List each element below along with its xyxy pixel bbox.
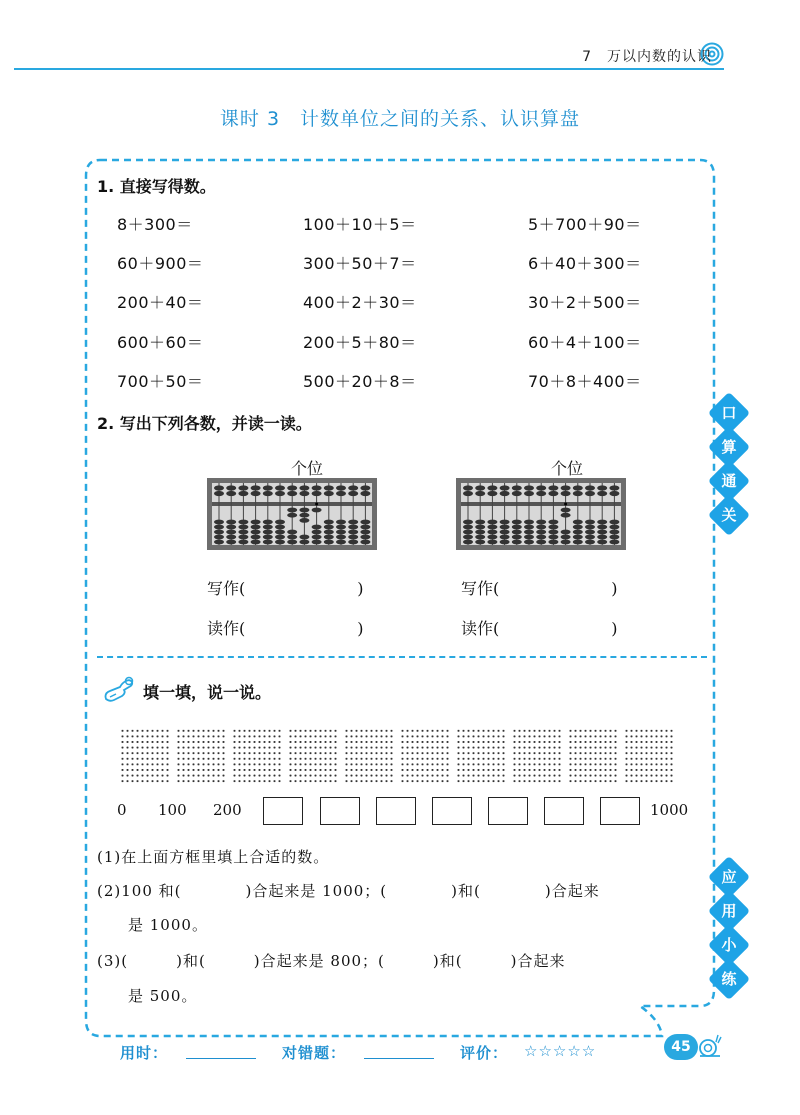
q1-expression: 200＋5＋80＝	[303, 333, 417, 352]
answer-box[interactable]	[376, 797, 416, 825]
hundred-dot-block	[176, 728, 226, 784]
q3-item-2-cont: 是 1000。	[128, 916, 208, 934]
q3-item-3-cont: 是 500。	[128, 987, 198, 1005]
hundred-dot-block	[120, 728, 170, 784]
q1-expression: 300＋50＋7＝	[303, 254, 417, 273]
write-answer-right: 写作( )	[461, 579, 618, 598]
q1-expression: 700＋50＝	[117, 372, 204, 391]
side-char: 用	[721, 902, 737, 920]
time-label: 用时：	[120, 1044, 169, 1062]
hundred-dot-block	[624, 728, 674, 784]
side-char: 口	[721, 404, 737, 422]
hundred-dot-block	[232, 728, 282, 784]
answer-box[interactable]	[600, 797, 640, 825]
ones-place-label: 个位	[291, 459, 324, 478]
q1-expression: 500＋20＋8＝	[303, 372, 417, 391]
time-blank[interactable]	[186, 1058, 256, 1059]
q1-expression: 400＋2＋30＝	[303, 293, 417, 312]
read-answer-left: 读作( )	[207, 619, 364, 638]
q3-heading: 填一填，说一说。	[143, 683, 272, 702]
q1-expression: 60＋900＝	[117, 254, 204, 273]
hundred-dot-block	[288, 728, 338, 784]
section-divider	[97, 656, 707, 658]
errors-blank[interactable]	[364, 1058, 434, 1059]
page-number: 45	[664, 1034, 698, 1060]
answer-box[interactable]	[544, 797, 584, 825]
q1-expression: 30＋2＋500＝	[528, 293, 642, 312]
lesson-title: 课时 3 计数单位之间的关系、认识算盘	[219, 108, 581, 130]
q1-expression: 5＋700＋90＝	[528, 215, 642, 234]
write-answer-left: 写作( )	[207, 579, 364, 598]
side-char: 关	[721, 506, 737, 524]
read-answer-right: 读作( )	[461, 619, 618, 638]
answer-box[interactable]	[263, 797, 303, 825]
q1-expression: 70＋8＋400＝	[528, 372, 642, 391]
number-line-label: 200	[213, 801, 242, 819]
answer-box[interactable]	[432, 797, 472, 825]
q1-expression: 600＋60＝	[117, 333, 204, 352]
abacus-left	[207, 478, 377, 550]
number-line-label: 0	[117, 801, 127, 819]
q1-expression: 60＋4＋100＝	[528, 333, 642, 352]
rating-label: 评价：	[460, 1044, 509, 1062]
errors-label: 对错题：	[282, 1044, 347, 1062]
hundred-dot-block	[344, 728, 394, 784]
q3-item-3: (3)( )和( )合起来是 800；( )和( )合起来	[97, 952, 566, 970]
side-char: 应	[721, 868, 737, 886]
number-line-label: 100	[158, 801, 187, 819]
q1-heading: 1. 直接写得数。	[97, 177, 216, 196]
side-char: 算	[721, 438, 737, 456]
side-char: 通	[721, 472, 737, 490]
ones-place-label: 个位	[551, 459, 584, 478]
q1-expression: 8＋300＝	[117, 215, 193, 234]
chapter-title: 7 万以内数的认识	[582, 49, 712, 65]
q2-heading: 2. 写出下列各数，并读一读。	[97, 414, 312, 433]
rating-stars[interactable]: ☆☆☆☆☆	[524, 1042, 597, 1060]
snail-icon	[694, 1030, 722, 1060]
q1-expression: 100＋10＋5＝	[303, 215, 417, 234]
hundred-dot-block	[456, 728, 506, 784]
hundred-dot-block	[400, 728, 450, 784]
q1-expression: 6＋40＋300＝	[528, 254, 642, 273]
side-char: 小	[721, 936, 737, 954]
hundred-dot-block	[512, 728, 562, 784]
abacus-right	[456, 478, 626, 550]
number-line-label: 1000	[650, 801, 689, 819]
answer-box[interactable]	[488, 797, 528, 825]
hundred-dot-block	[568, 728, 618, 784]
pointing-hand-icon	[102, 675, 138, 705]
q1-expression: 200＋40＝	[117, 293, 204, 312]
hundreds-dot-grid	[114, 718, 690, 796]
q3-item-2: (2)100 和( )合起来是 1000；( )和( )合起来	[97, 882, 600, 900]
q3-item-1: (1)在上面方框里填上合适的数。	[97, 848, 330, 866]
side-char: 练	[721, 970, 737, 988]
answer-box[interactable]	[320, 797, 360, 825]
